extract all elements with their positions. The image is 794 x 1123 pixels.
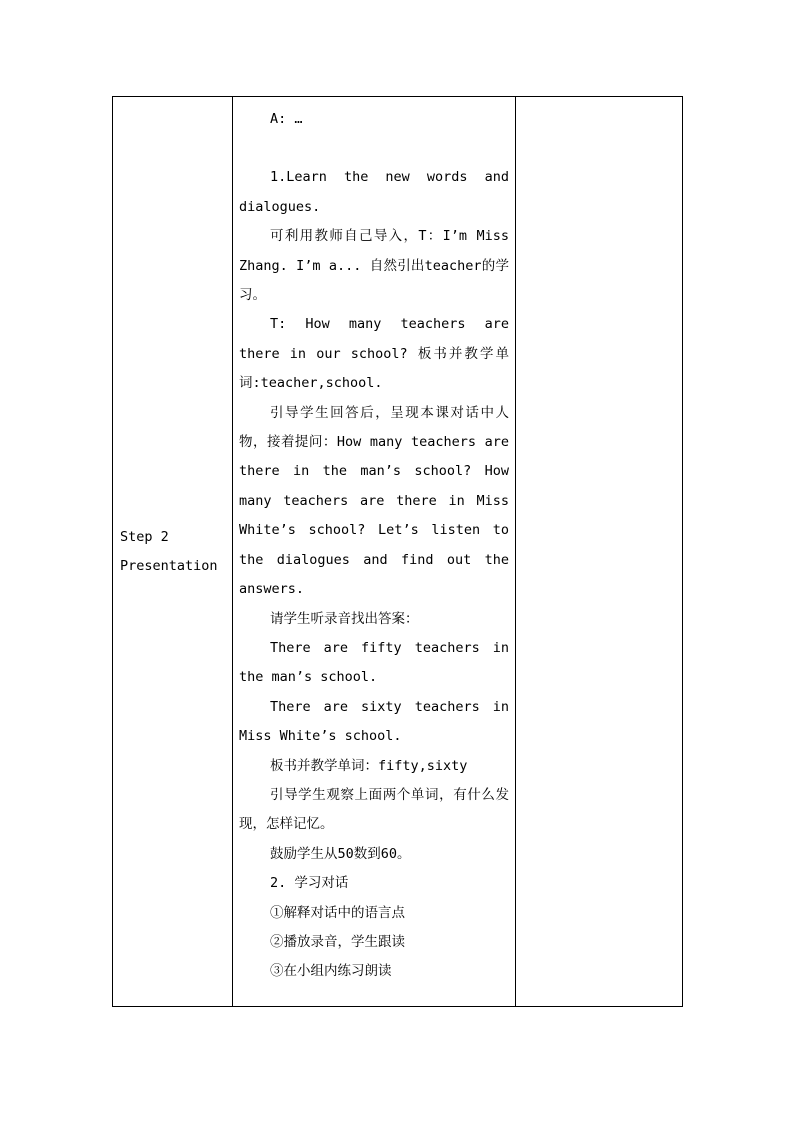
paragraph-step-explain: ①解释对话中的语言点 [270, 904, 405, 921]
paragraph-dialogue-continuation: A: … [270, 111, 303, 127]
paragraph-answer-fifty: There are fifty teachers in the man’s school. [239, 639, 509, 686]
paragraph-observe-words: 引导学生观察上面两个单词，有什么发现，怎样记忆。 [239, 786, 509, 833]
paragraph-listen-instruction: 请学生听录音找出答案： [270, 610, 419, 627]
paragraph-question-teachers: T: How many teachers are there in our school? 板书并教学单词:teacher,school. [239, 316, 509, 392]
paragraph-count-numbers: 鼓励学生从50数到60。 [270, 845, 411, 862]
step-name: Presentation [120, 557, 218, 574]
blank-line [239, 134, 509, 163]
paragraph-learn-dialogue: 2. 学习对话 [270, 875, 349, 892]
paragraph-answer-sixty: There are sixty teachers in Miss White’s school. [239, 698, 509, 745]
paragraph-present-dialogue: 引导学生回答后，呈现本课对话中人物，接着提问：How many teachers are there in the man’s school? How many teachers are there in Miss White’s school? Let’s listen to the dialogues and find out the answers. [239, 404, 509, 598]
content-body [233, 97, 515, 987]
paragraph-step-listen: ②播放录音，学生跟读 [270, 933, 405, 950]
step-title: Step 2 [120, 528, 169, 545]
notes-cell [516, 97, 683, 1007]
table-row [113, 97, 683, 1007]
content-cell [233, 97, 516, 1007]
paragraph-step-practice: ③在小组内练习朗读 [270, 963, 392, 980]
paragraph-teacher-intro: 可利用教师自己导入，T：I’m Miss Zhang. I’m a... 自然引出teacher的学习。 [239, 228, 509, 304]
paragraph-board-words: 板书并教学单词：fifty,sixty [270, 757, 468, 774]
step-cell [113, 97, 233, 1007]
paragraph-learn-words: 1.Learn the new words and dialogues. [239, 169, 509, 215]
lesson-plan-table [112, 96, 683, 1007]
